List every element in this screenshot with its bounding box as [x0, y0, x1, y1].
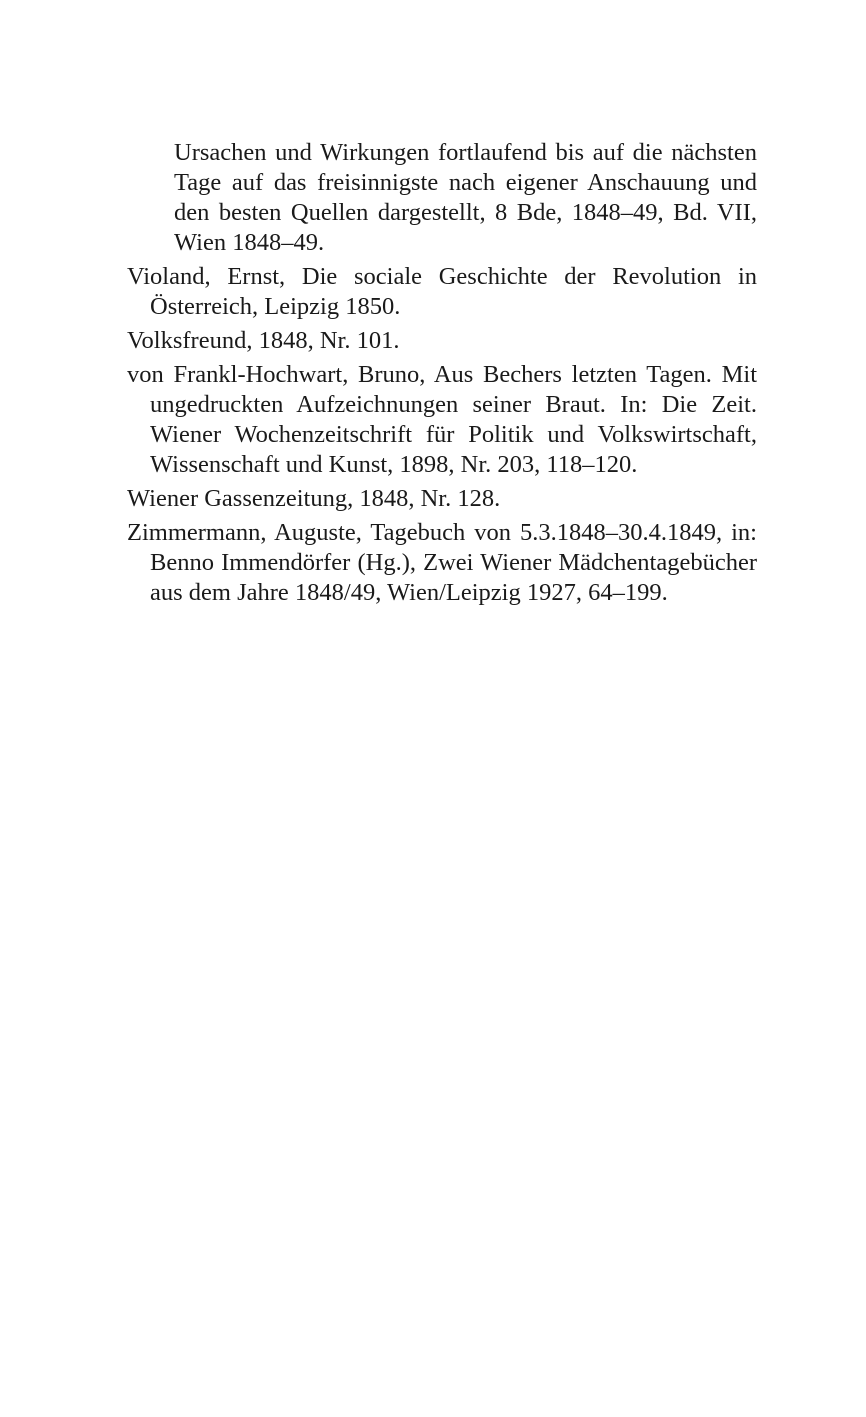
bibliography-entry-zimmermann: Zimmermann, Auguste, Tagebuch von 5.3.1848–30.4.1849, in: Benno Immendörfer (Hg.), Zwei Wiener Mädchentagebücher aus dem Jahre 1848/49, Wien/Leipzig 1927, 64–199.: [127, 519, 757, 606]
bibliography-entry-violand: Violand, Ernst, Die sociale Geschichte der Revolution in Österreich, Leipzig 1850.: [127, 263, 757, 320]
bibliography-entry-wiener-gassenzeitung: Wiener Gassenzeitung, 1848, Nr. 128.: [127, 485, 501, 512]
bibliography-list: [127, 138, 757, 612]
bibliography-entry-continuation: Ursachen und Wirkungen fortlaufend bis auf die nächsten Tage auf das freisinnigste nach eigener Anschauung und den besten Quellen dargestellt, 8 Bde, 1848–49, Bd. VII, Wien 1848–49.: [174, 139, 757, 256]
bibliography-entry-volksfreund: Volksfreund, 1848, Nr. 101.: [127, 327, 400, 354]
bibliography-entry-frankl-hochwart: von Frankl-Hochwart, Bruno, Aus Bechers letzten Tagen. Mit ungedruckten Aufzeichnungen seiner Braut. In: Die Zeit. Wiener Wochenzeitschrift für Politik und Volkswirtschaft, Wissenschaft und Kunst, 1898, Nr. 203, 118–120.: [127, 361, 757, 478]
